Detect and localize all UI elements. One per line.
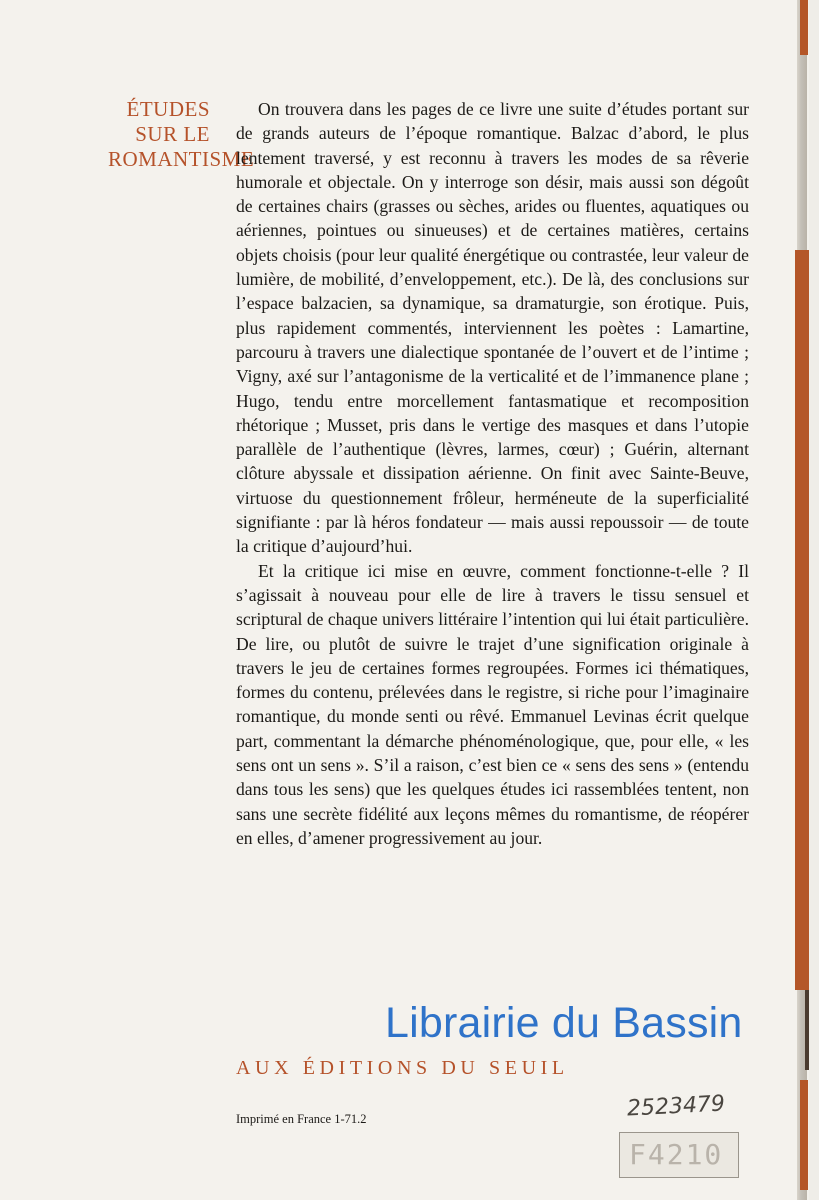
series-title [108,97,255,172]
blurb-text [236,97,749,850]
label-code: F4210 [629,1138,724,1171]
imprint-line: Imprimé en France 1-71.2 [236,1112,367,1126]
spine-strip [795,250,809,990]
series-title-line: ÉTUDES [126,97,210,121]
blurb-paragraph: On trouvera dans les pages de ce livre une suite d’études portant sur de grands auteurs de l’époque romantique. Balzac d’abord, le plus lentement traversé, y est reconnu à travers les modes de sa rêverie humorale et objectale. On y interroge son désir, mais aussi son dégoût de certaines chairs (grasses ou sèches, arides ou fluentes, aquatiques ou aériennes, pointues ou sinueuses) et de certaines matières, certains objets choisis (pour leur qualité énergétique ou contrastée, leur valeur de lumière, de mobilité, d’enveloppement, etc.). De là, des conclusions sur l’espace balzacien, sa dynamique, sa dramaturgie, son érotique. Puis, plus rapidement commentés, interviennent les poètes : Lamartine, parcouru à travers une dialectique spontanée de l’ouvert et de l’intime ; Vigny, axé sur l’antagonisme de la verticalité et de l’immanence plane ; Hugo, tendu entre morcellement fantasmatique et recomposition rhétorique ; Musset, pris dans le vertige des masques et dans l’utopie parallèle de l’authentique (lèvres, larmes, cœur) ; Guérin, alternant clôture abyssale et dissipation aérienne. On finit avec Sainte-Beuve, virtuose du questionnement frôleur, herméneute de la superficialité signifiante : par là héros fondateur — mais aussi repoussoir — de toute la critique d’aujourd’hui. [236,99,749,557]
library-label [619,1091,741,1178]
publisher-line: AUX ÉDITIONS DU SEUIL [236,1057,569,1079]
background-edge [809,0,819,1200]
series-title-line: SUR LE [135,122,210,146]
spine-strip-bottom [800,1080,808,1190]
series-title-line: ROMANTISME [108,147,255,171]
blurb-paragraph: Et la critique ici mise en œuvre, comment fonctionne-t-elle ? Il s’agissait à nouveau pour elle de lire à travers le tissu sensuel et scriptural de chaque univers littéraire l’intention qui lui était particulière. De lire, ou plutôt de suivre le trajet d’une signification originale à travers le jeu de certaines formes regroupées. Formes ici thématiques, formes du contenu, prélevées dans le registre, si riche pour l’imaginaire romantique, du monde senti ou rêvé. Emmanuel Levinas écrit quelque part, commentant la démarche phénoménologique, que, pour elle, « les sens ont un sens ». S’il a raison, c’est bien ce « sens des sens » (entendu dans tous les sens) que les quelques études ici rassemblées tentent, non sans une secrète fidélité aux leçons mêmes du romantisme, de réopérer en elles, d’amener progressivement au jour. [236,560,749,848]
handwritten-number: 2523479 [626,1091,726,1122]
spine-strip-top [800,0,808,55]
bookshop-watermark: Librairie du Bassin [385,999,743,1047]
